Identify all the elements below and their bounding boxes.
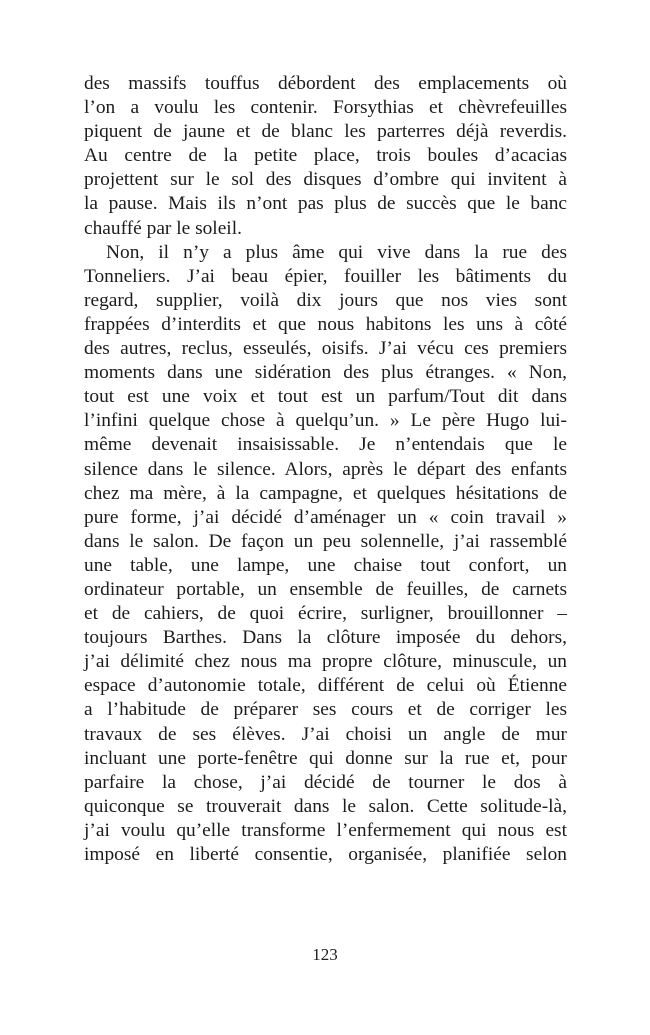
- text-line: incluant une porte-fenêtre qui donne sur la rue et, pour: [84, 747, 567, 769]
- text-line: projettent sur le sol des disques d’ombre qui invitent à: [84, 169, 567, 191]
- paragraph-start-line: Non, il n’y a plus âme qui vive dans la rue des: [106, 241, 567, 263]
- text-line: quiconque se trouverait dans le salon. Cette solitude-là,: [84, 795, 567, 817]
- text-line: piquent de jaune et de blanc les parterres déjà reverdis.: [84, 121, 567, 143]
- text-line: pure forme, j’ai décidé d’aménager un « coin travail »: [84, 506, 567, 528]
- text-line: ordinateur portable, un ensemble de feuilles, de carnets: [84, 578, 567, 600]
- text-line: toujours Barthes. Dans la clôture imposée du dehors,: [84, 627, 567, 649]
- text-line: travaux de ses élèves. J’ai choisi un angle de mur: [84, 723, 567, 745]
- text-line: frappées d’interdits et que nous habitons les uns à côté: [84, 313, 567, 335]
- text-line: la pause. Mais ils n’ont pas plus de succès que le banc: [84, 193, 567, 215]
- text-line: des autres, reclus, esseulés, oisifs. J’ai vécu ces premiers: [84, 338, 567, 360]
- text-line: silence dans le silence. Alors, après le départ des enfants: [84, 458, 567, 480]
- text-line: j’ai délimité chez nous ma propre clôture, minuscule, un: [84, 651, 567, 673]
- text-line: l’infini quelque chose à quelqu’un. » Le père Hugo lui-: [84, 410, 567, 432]
- text-line: dans le salon. De façon un peu solennelle, j’ai rassemblé: [84, 530, 567, 552]
- text-line: même devenait insaisissable. Je n’entendais que le: [84, 434, 567, 456]
- text-line: des massifs touffus débordent des emplacements où: [84, 73, 567, 94]
- paragraph-end-line: chauffé par le soleil.: [84, 217, 242, 239]
- text-line: chez ma mère, à la campagne, et quelques hésitations de: [84, 482, 567, 504]
- text-line: j’ai voulu qu’elle transforme l’enfermement qui nous est: [84, 819, 567, 841]
- text-line: regard, supplier, voilà dix jours que nos vies sont: [84, 289, 567, 311]
- text-line: et de cahiers, de quoi écrire, surligner, brouillonner –: [84, 603, 567, 625]
- page-number: 123: [312, 945, 338, 964]
- text-line: espace d’autonomie totale, différent de celui où Étienne: [84, 675, 567, 697]
- text-line: parfaire la chose, j’ai décidé de tourner le dos à: [84, 771, 567, 793]
- text-line: imposé en liberté consentie, organisée, planifiée selon: [84, 844, 567, 865]
- text-line: a l’habitude de préparer ses cours et de corriger les: [84, 699, 567, 721]
- text-line: l’on a voulu les contenir. Forsythias et chèvrefeuilles: [84, 97, 567, 119]
- text-line: moments dans une sidération des plus étranges. « Non,: [84, 362, 567, 384]
- body-text: [84, 72, 567, 867]
- text-line: Tonneliers. J’ai beau épier, fouiller les bâtiments du: [84, 265, 567, 287]
- text-line: une table, une lampe, une chaise tout confort, un: [84, 554, 567, 576]
- text-line: Au centre de la petite place, trois boules d’acacias: [84, 145, 567, 167]
- text-line: tout est une voix et tout est un parfum/Tout dit dans: [84, 386, 567, 408]
